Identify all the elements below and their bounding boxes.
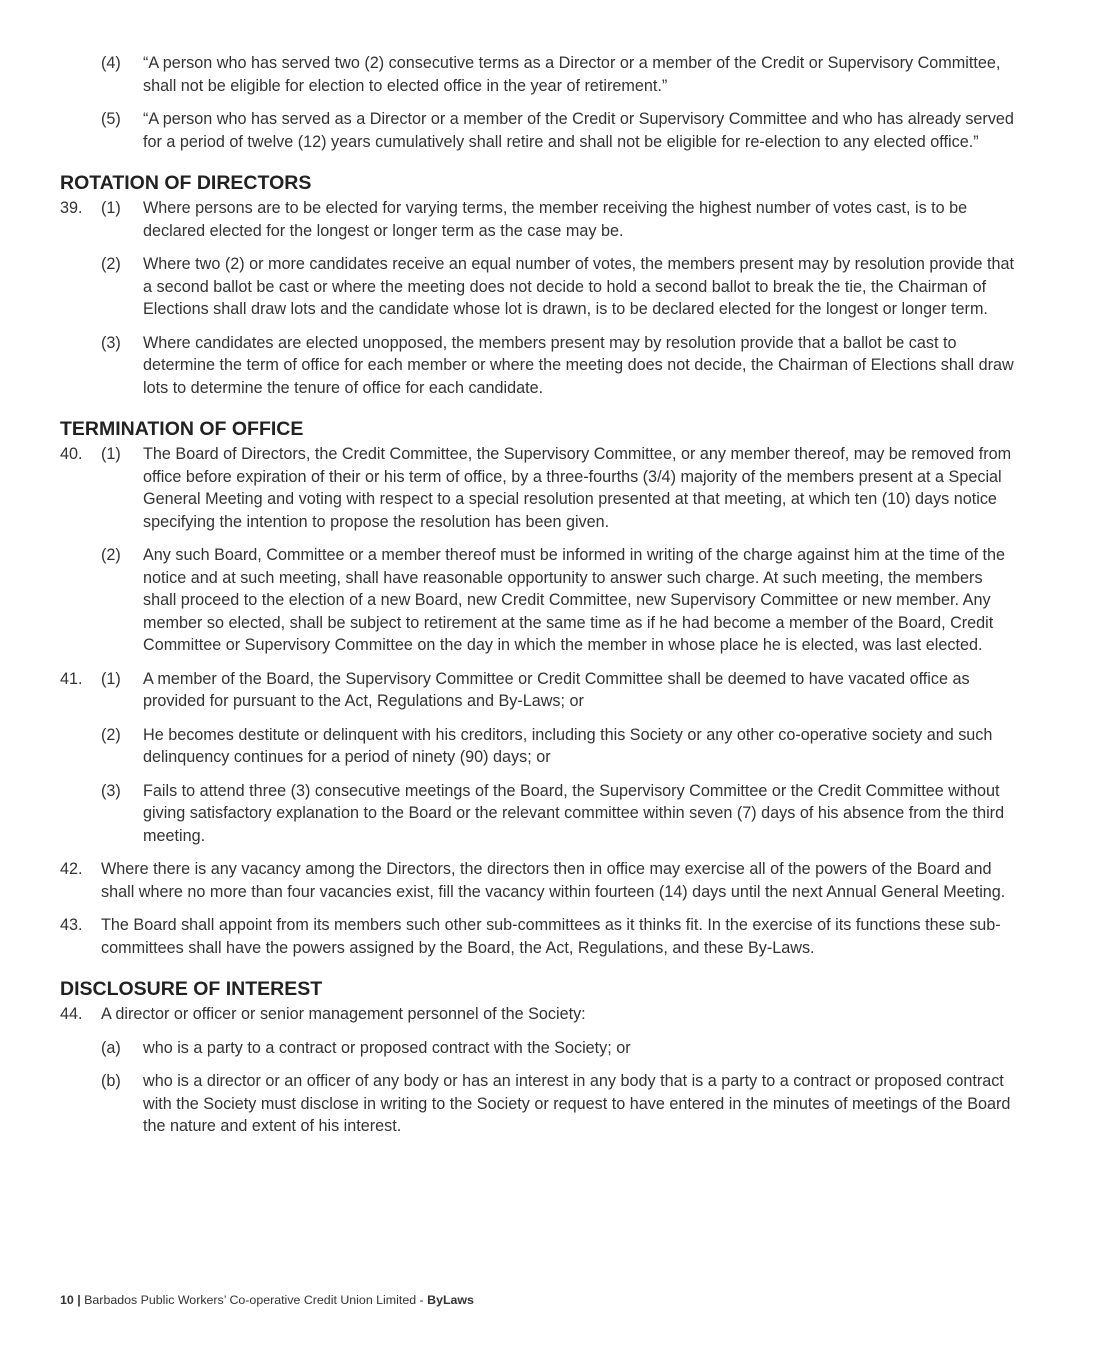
clause-label: (2) — [101, 255, 121, 273]
clause-44-b — [60, 1070, 1020, 1138]
clause-text: A director or officer or senior management personnel of the Society: — [101, 1005, 586, 1023]
clause-text: The Board shall appoint from its members such other sub-committees as it thinks fit. In the exercise of its functions these sub-committees shall have the powers assigned by the Board, the Act, Regulations, and these By-Laws. — [101, 916, 1001, 957]
clause-40-1 — [60, 443, 1020, 533]
clause-text: Where persons are to be elected for varying terms, the member receiving the highest number of votes cast, is to be declared elected for the longest or longer term as the case may be. — [143, 199, 968, 240]
clause-number: 41. — [60, 669, 83, 688]
clause-number: 44. — [60, 1005, 83, 1023]
clause-label: (2) — [101, 725, 121, 744]
clause-43 — [60, 914, 1020, 959]
clause-40-2 — [60, 544, 1020, 657]
section-heading-termination: TERMINATION OF OFFICE — [60, 418, 304, 440]
clause-text: Where candidates are elected unopposed, the members present may by resolution provide that a ballot be cast to determine the term of office for each member or where the meeting does not decide, the Chairman of Elections shall draw lots to determine the tenure of office for each candidate. — [143, 333, 1014, 397]
clause-label: (3) — [101, 781, 121, 800]
clause-label: (1) — [101, 199, 121, 217]
clause-39-3 — [60, 332, 1020, 400]
clause-number: 42. — [60, 860, 83, 878]
clause-44 — [60, 1003, 1020, 1026]
clause-text: Where there is any vacancy among the Directors, the directors then in office may exercise all of the powers of the Board and shall where no more than four vacancies exist, fill the vacancy within fourteen (14) days until the next Annual General Meeting. — [101, 860, 1006, 901]
section-heading-rotation: ROTATION OF DIRECTORS — [60, 172, 312, 194]
clause-label: (1) — [101, 445, 121, 463]
publisher-name: Barbados Public Workers’ Co-operative Credit Union Limited - — [84, 1293, 424, 1307]
clause-41-2 — [60, 724, 1020, 769]
clause-number: 39. — [60, 199, 83, 217]
clause-text: “A person who has served as a Director or a member of the Credit or Supervisory Committee and who has already served for a period of twelve (12) years cumulatively shall retire and shall not be eligible for re-election to any elected office.” — [143, 110, 1014, 151]
section-heading-disclosure: DISCLOSURE OF INTEREST — [60, 978, 323, 1000]
clause-44-a — [60, 1037, 1020, 1060]
clause-label: (a) — [101, 1038, 121, 1057]
clause-text: He becomes destitute or delinquent with his creditors, including this Society or any other co-operative society and such delinquency continues for a period of ninety (90) days; or — [143, 725, 993, 766]
clause-38-4 — [60, 52, 1020, 97]
page-number: 10 | — [60, 1293, 81, 1307]
clause-text: A member of the Board, the Supervisory Committee or Credit Committee shall be deemed to have vacated office as provided for pursuant to the Act, Regulations and By-Laws; or — [143, 669, 970, 710]
clause-text: who is a party to a contract or proposed contract with the Society; or — [143, 1038, 631, 1057]
clause-39-1 — [60, 197, 1020, 242]
clause-text: Where two (2) or more candidates receive an equal number of votes, the members present may by resolution provide that a second ballot be cast or where the meeting does not decide to hold a second ballot to break the tie, the Chairman of Elections shall draw lots and the candidate whose lot is drawn, is to be declared elected for the longest or longer term. — [143, 255, 1014, 318]
clause-label: (b) — [101, 1072, 121, 1090]
clause-text: Any such Board, Committee or a member thereof must be informed in writing of the charge against him at the time of the notice and at such meeting, shall have reasonable opportunity to answer such charge. At such meeting, the members shall proceed to the election of a new Board, new Credit Committee, new Supervisory Committee or new member. Any member so elected, shall be subject to retirement at the same time as if he had become a member of the Board, Credit Committee or Supervisory Committee on the day in which the member in whose place he is elected, was last elected. — [143, 546, 1005, 654]
clause-text: who is a director or an officer of any body or has an interest in any body that is a party to a contract or proposed contract with the Society must disclose in writing to the Society or request to have entered in the minutes of meetings of the Board the nature and extent of his interest. — [143, 1072, 1011, 1135]
clause-39-2 — [60, 253, 1020, 321]
page-content — [60, 52, 1020, 1138]
clause-41-3 — [60, 780, 1020, 848]
clause-text: Fails to attend three (3) consecutive meetings of the Board, the Supervisory Committee or the Credit Committee without giving satisfactory explanation to the Board or the relevant committee within seven (7) days of his absence from the third meeting. — [143, 781, 1005, 845]
clause-number: 43. — [60, 916, 83, 934]
clause-label: (4) — [101, 54, 121, 72]
page-footer — [60, 1292, 474, 1308]
clause-label: (2) — [101, 546, 121, 564]
clause-label: (1) — [101, 669, 121, 688]
clause-38-5 — [60, 108, 1020, 153]
clause-text: “A person who has served two (2) consecutive terms as a Director or a member of the Credit or Supervisory Committee, shall not be eligible for election to elected office in the year of retirement.” — [143, 54, 1001, 95]
clause-label: (5) — [101, 110, 121, 128]
clause-number: 40. — [60, 445, 83, 463]
clause-41-1 — [60, 668, 1020, 713]
clause-42 — [60, 858, 1020, 903]
document-name: ByLaws — [427, 1293, 474, 1307]
clause-label: (3) — [101, 333, 121, 352]
clause-text: The Board of Directors, the Credit Committee, the Supervisory Committee, or any member thereof, may be removed from office before expiration of their or his term of office, by a three-fourths (3/4) majority of the members present at a Special General Meeting and voting with respect to a special resolution presented at that meeting, at which ten (10) days notice specifying the intention to propose the resolution has been given. — [143, 445, 1012, 531]
